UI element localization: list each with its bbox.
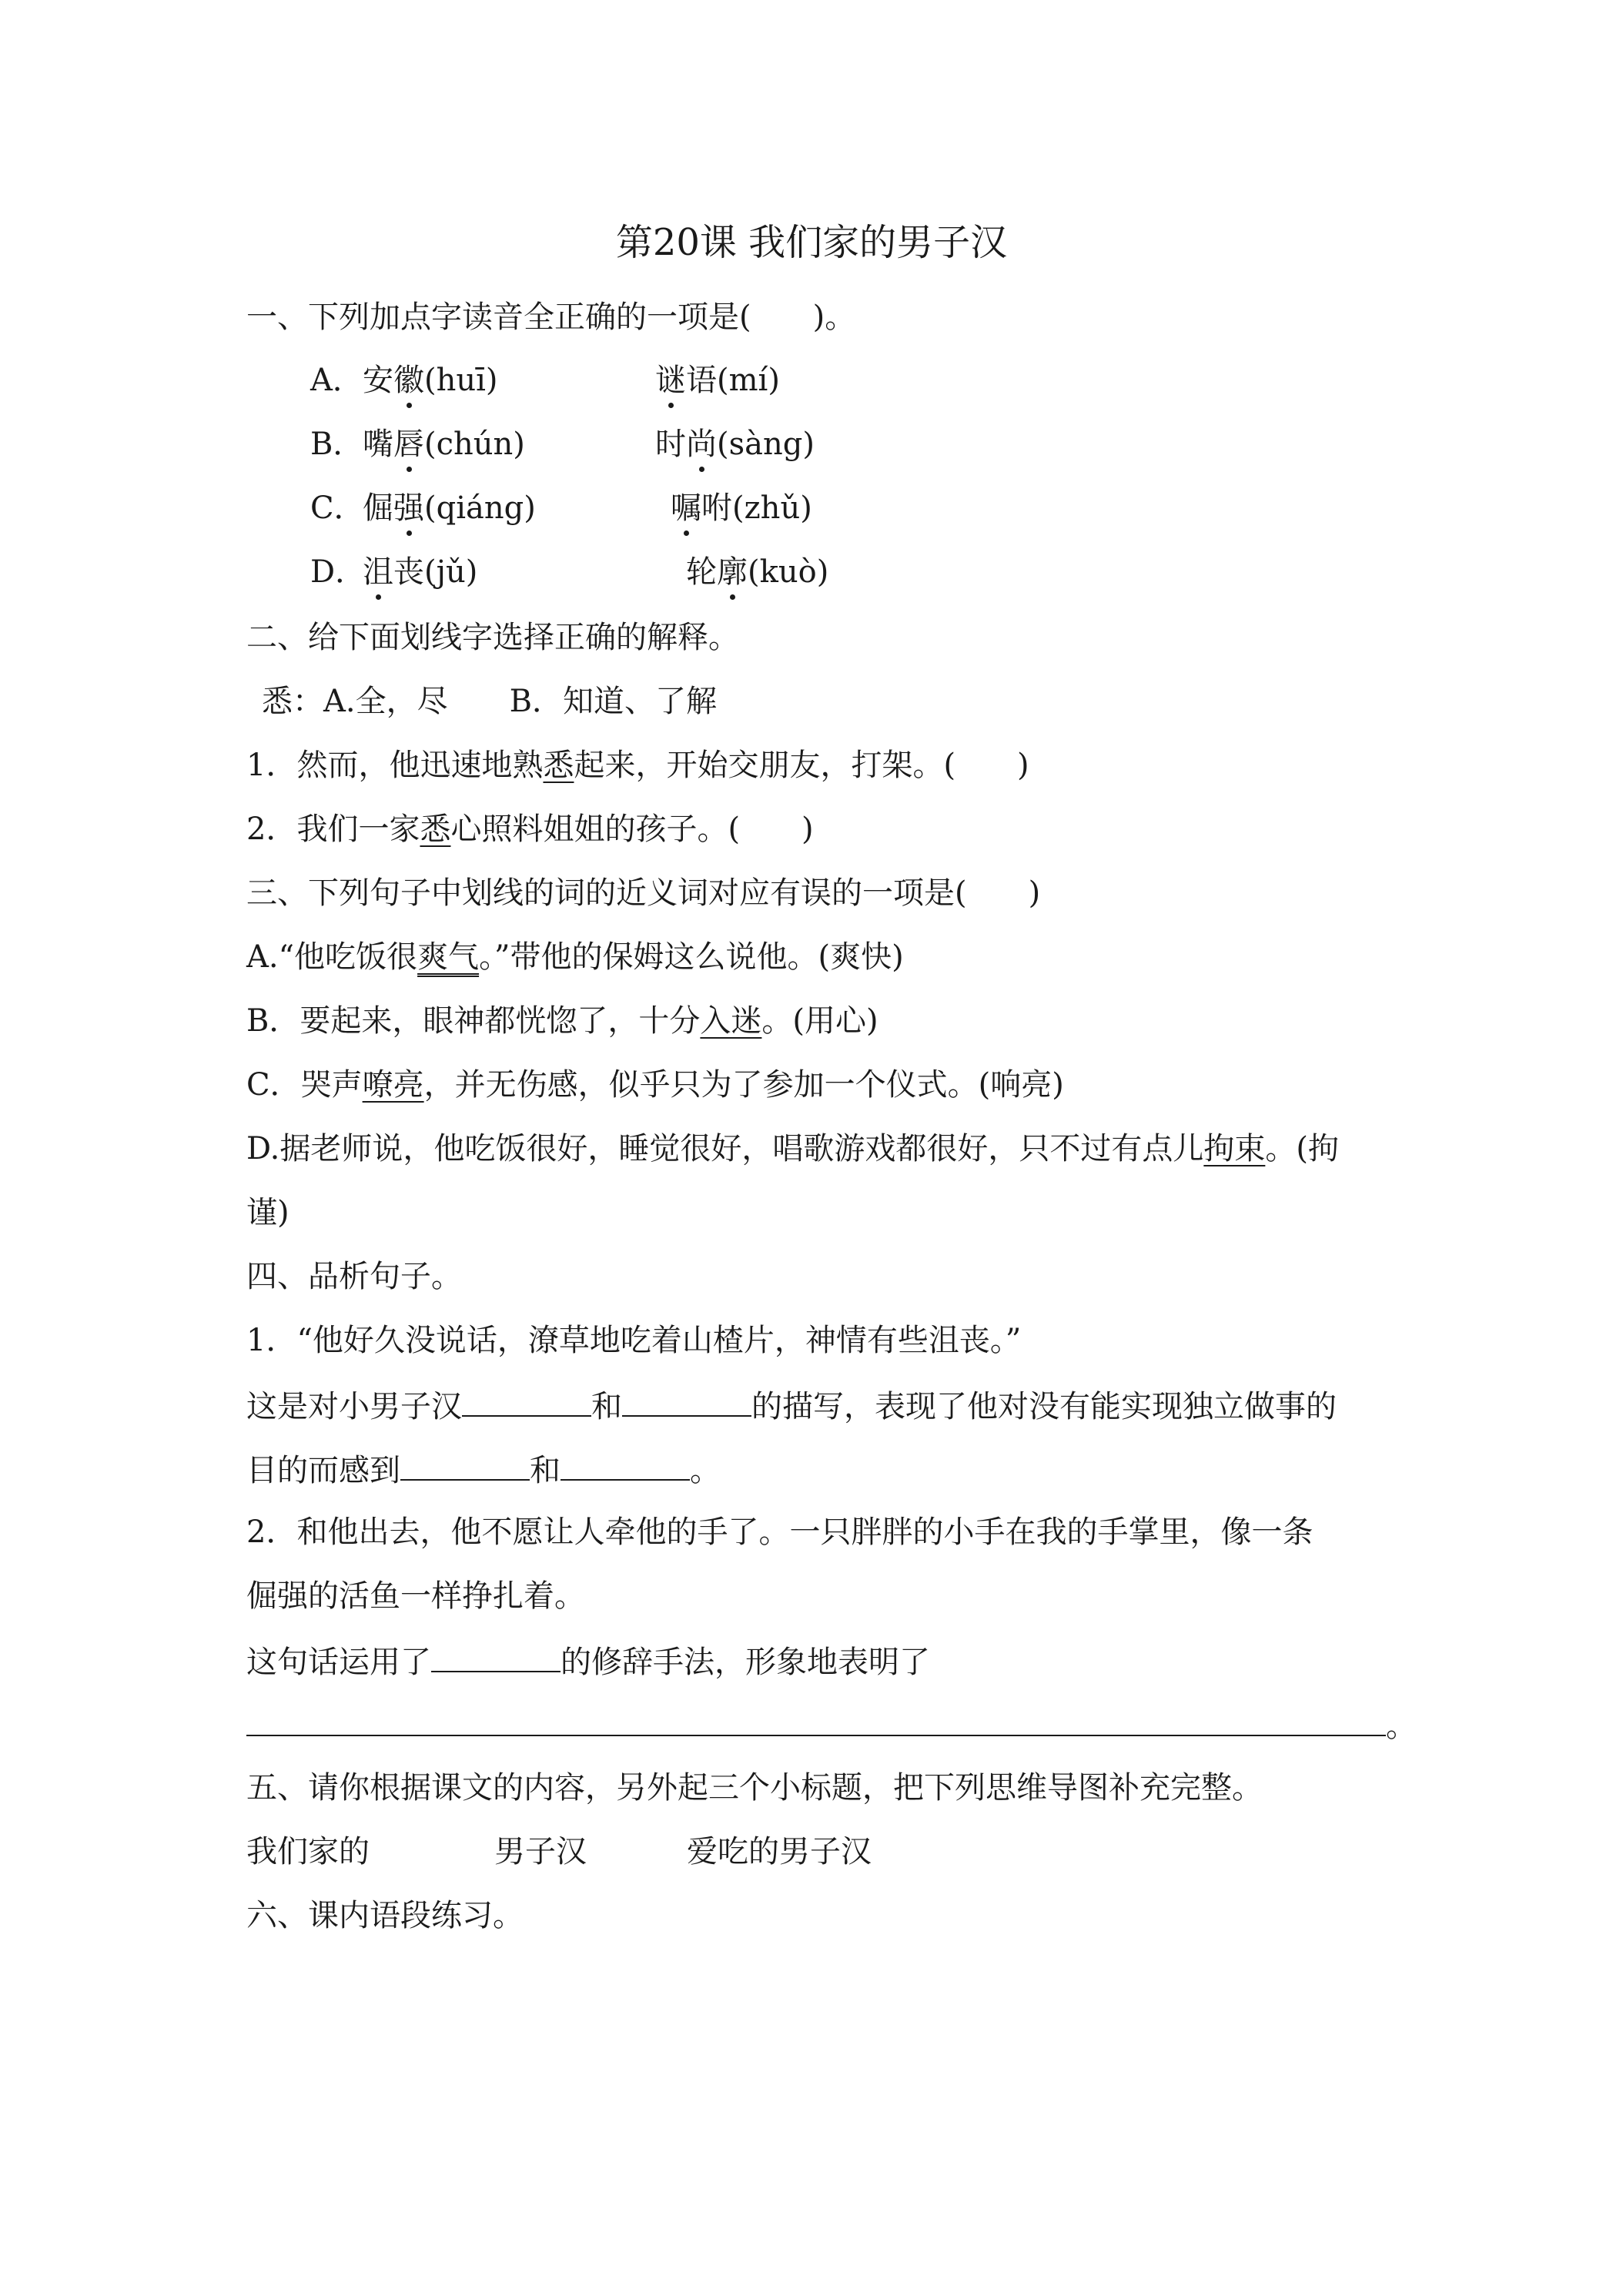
answer-blank[interactable] <box>400 1447 530 1481</box>
option-label: B． <box>310 427 364 462</box>
dotted-char: 嘱 <box>671 487 701 530</box>
option-3c: C．哭声嘹亮，并无伤感，似乎只为了参加一个仪式。(响亮) <box>246 1067 1064 1103</box>
page-title: 第20课 我们家的男子汉 <box>615 221 1008 264</box>
underlined-char: 悉 <box>420 812 451 847</box>
question-4-2-fill: 这句话运用了 的修辞手法，形象地表明了 <box>246 1638 930 1684</box>
dotted-char: 强 <box>393 487 424 530</box>
dotted-char: 尚 <box>686 423 717 466</box>
underlined-word: 嘹亮 <box>362 1067 424 1103</box>
dotted-char: 徽 <box>393 359 424 402</box>
pinyin: (zhǔ) <box>732 490 812 526</box>
option-b: B．嘴唇(chún) 时尚(sàng) <box>310 423 815 466</box>
section4-heading: 四、品析句子。 <box>246 1259 462 1294</box>
dotted-char: 沮 <box>363 551 393 594</box>
question-2-1: 1．然而，他迅速地熟悉起来，开始交朋友，打架。( ) <box>246 748 1029 783</box>
option-label: C． <box>310 490 365 526</box>
pinyin: (qiáng) <box>424 490 536 526</box>
answer-long-blank[interactable] <box>246 1702 1386 1736</box>
question-4-1-fill-2: 目的而感到 和 。 <box>246 1447 721 1492</box>
question-4-2-line1: 2．和他出去，他不愿让人牵他的手了。一只胖胖的小手在我的手掌里，像一条 <box>246 1514 1313 1550</box>
mind-map-row <box>246 1830 872 1873</box>
underlined-word: 拘束 <box>1203 1131 1266 1166</box>
section5-heading: 五、请你根据课文的内容，另外起三个小标题，把下列思维导图补充完整。 <box>246 1770 1263 1806</box>
dotted-char: 谜 <box>655 359 686 402</box>
question-2-2: 2．我们一家悉心照料姐姐的孩子。( ) <box>246 812 814 847</box>
option-d: D．沮丧(jǔ) 轮廓(kuò) <box>310 551 828 594</box>
section2-heading: 二、给下面划线字选择正确的解释。 <box>246 620 739 655</box>
mind-map-node: 男子汉 <box>494 1834 587 1869</box>
definition-line: 悉：A.全，尽 B．知道、了解 <box>262 684 717 719</box>
question-4-1: 1．“他好久没说话，潦草地吃着山楂片，神情有些沮丧。” <box>246 1323 1022 1358</box>
option-label: A． <box>310 363 363 398</box>
option-3b: B．要起来，眼神都恍惚了，十分入迷。(用心) <box>246 1003 878 1039</box>
answer-blank[interactable] <box>561 1447 690 1481</box>
pinyin: (chún) <box>424 427 525 462</box>
section3-heading: 三、下列句子中划线的词的近义词对应有误的一项是( ) <box>246 875 1041 911</box>
mind-map-node: 爱吃的男子汉 <box>687 1834 872 1869</box>
question-4-1-fill-1: 这是对小男子汉 和 的描写，表现了他对没有能实现独立做事的 <box>246 1383 1337 1428</box>
section6-heading: 六、课内语段练习。 <box>246 1898 524 1933</box>
underlined-word: 入迷 <box>700 1003 762 1039</box>
pinyin: (huī) <box>424 363 498 398</box>
option-a: A．安徽(huī) 谜语(mí) <box>310 359 780 402</box>
option-c: C．倔强(qiáng) 嘱咐(zhǔ) <box>310 487 812 530</box>
pinyin: (mí) <box>717 363 780 398</box>
question-4-2-line2: 倔强的活鱼一样挣扎着。 <box>246 1578 585 1614</box>
pinyin: (jǔ) <box>424 554 478 590</box>
pinyin: (sàng) <box>717 427 815 462</box>
dotted-char: 廓 <box>717 551 748 594</box>
mind-map-center: 我们家的 <box>246 1834 370 1869</box>
dotted-char: 唇 <box>393 423 424 466</box>
section1-heading: 一、下列加点字读音全正确的一项是( )。 <box>246 300 856 335</box>
pinyin: (kuò) <box>748 554 829 590</box>
option-3d-cont: 谨) <box>246 1195 289 1230</box>
option-label: D． <box>310 554 366 590</box>
answer-blank[interactable] <box>622 1383 751 1417</box>
underlined-char: 悉 <box>543 748 574 783</box>
option-3d: D.据老师说，他吃饭很好，睡觉很好，唱歌游戏都很好，只不过有点儿拘束。(拘 <box>246 1131 1339 1166</box>
question-4-2-long-answer: 。 <box>246 1702 1417 1748</box>
option-3a: A.“他吃饭很爽气。”带他的保姆这么说他。(爽快) <box>246 939 904 975</box>
answer-blank[interactable] <box>431 1638 561 1672</box>
underlined-word: 爽气 <box>417 939 480 975</box>
answer-blank[interactable] <box>462 1383 591 1417</box>
